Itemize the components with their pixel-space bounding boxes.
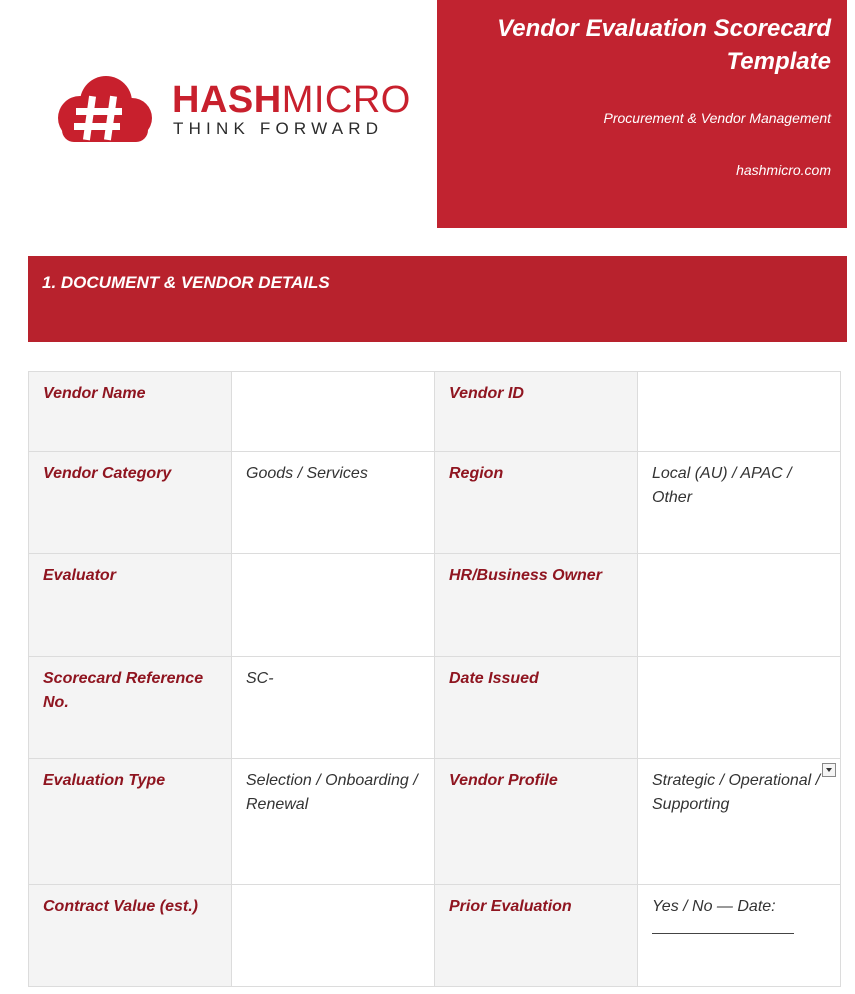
table-row [29,372,841,452]
brand-name-bold: HASH [172,79,282,121]
vendor-profile-select[interactable] [638,759,841,885]
website-link[interactable]: hashmicro.com [736,162,831,178]
vendor-details-table [28,371,841,987]
vendor-name-field[interactable] [232,372,435,452]
region-field[interactable]: Local (AU) / APAC / Other [638,452,841,554]
field-label: Vendor Profile [435,759,638,885]
brand-name [172,78,411,122]
field-label: Prior Evaluation [435,885,638,987]
field-label: Date Issued [435,657,638,759]
field-label: Evaluation Type [29,759,232,885]
page-subtitle: Procurement & Vendor Management [603,110,831,126]
date-blank-line[interactable] [652,919,794,934]
prior-evaluation-field[interactable] [638,885,841,987]
table-row [29,554,841,657]
table-row [29,759,841,885]
table-row [29,657,841,759]
brand-tagline: THINK FORWARD [173,119,384,138]
header-box [437,0,847,228]
table-row [29,452,841,554]
section-header [28,256,847,342]
brand-name-light: MICRO [281,79,411,121]
logo-area [0,0,437,210]
chevron-down-icon[interactable] [822,763,836,777]
field-label: Evaluator [29,554,232,657]
vendor-profile-value: Strategic / Operational / Supporting [652,772,821,813]
field-label: Contract Value (est.) [29,885,232,987]
vendor-category-field[interactable]: Goods / Services [232,452,435,554]
field-label: Region [435,452,638,554]
table-row [29,885,841,987]
field-label: Vendor ID [435,372,638,452]
field-label: Vendor Category [29,452,232,554]
business-owner-field[interactable] [638,554,841,657]
field-label: HR/Business Owner [435,554,638,657]
reference-no-field[interactable]: SC- [232,657,435,759]
field-label: Scorecard Reference No. [29,657,232,759]
evaluation-type-field[interactable]: Selection / Onboarding / Renewal [232,759,435,885]
evaluator-field[interactable] [232,554,435,657]
field-label: Vendor Name [29,372,232,452]
vendor-id-field[interactable] [638,372,841,452]
date-issued-field[interactable] [638,657,841,759]
prior-evaluation-value: Yes / No — Date: [652,898,776,915]
page-title: Vendor Evaluation Scorecard Template [497,15,831,75]
contract-value-field[interactable] [232,885,435,987]
hash-cloud-icon [50,74,156,148]
section-title: 1. DOCUMENT & VENDOR DETAILS [42,273,330,292]
